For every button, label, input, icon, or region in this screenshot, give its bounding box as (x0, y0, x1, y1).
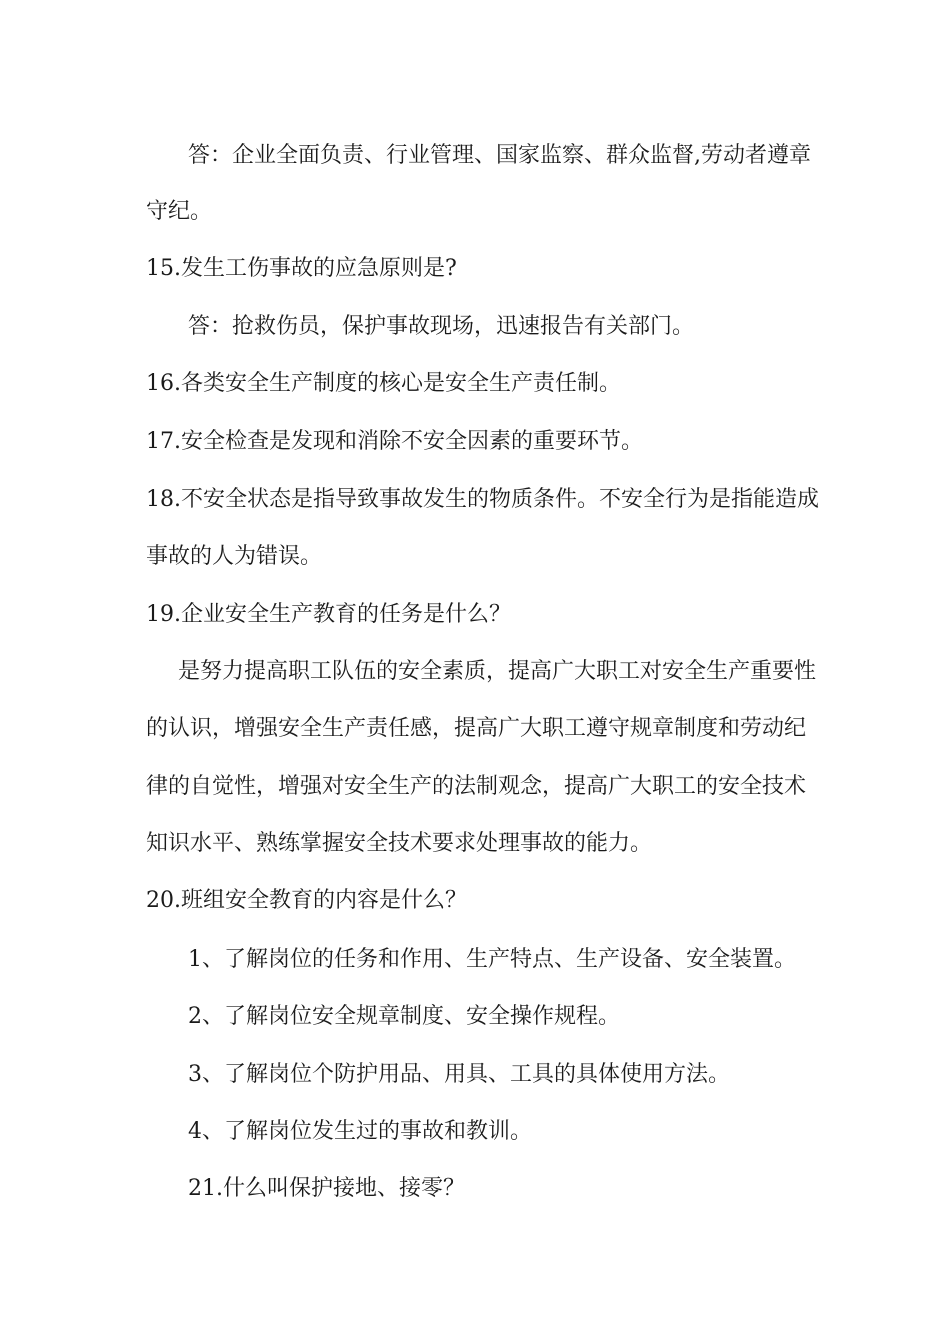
item-17: 17.安全检查是发现和消除不安全因素的重要环节。 (146, 429, 643, 454)
answer-20-item-2: 2、了解岗位安全规章制度、安全操作规程。 (188, 1004, 620, 1029)
answer-19-line-4: 知识水平、熟练掌握安全技术要求处理事故的能力。 (146, 831, 653, 856)
answer-19-line-1: 是努力提高职工队伍的安全素质，提高广大职工对安全生产重要性 (178, 659, 817, 684)
question-15: 15.发生工伤事故的应急原则是? (146, 256, 457, 281)
answer-20-item-4: 4、了解岗位发生过的事故和教训。 (188, 1119, 532, 1144)
question-19: 19.企业安全生产教育的任务是什么？ (146, 602, 511, 627)
answer-20-item-3: 3、了解岗位个防护用品、用具、工具的具体使用方法。 (188, 1062, 730, 1087)
item-18-line-1: 18.不安全状态是指导致事故发生的物质条件。不安全行为是指能造成 (146, 487, 819, 512)
answer-14-line-1: 答：企业全面负责、行业管理、国家监察、群众监督,劳动者遵章 (188, 143, 811, 168)
question-21: 21.什么叫保护接地、接零？ (188, 1176, 465, 1201)
question-20: 20.班组安全教育的内容是什么？ (146, 888, 467, 913)
answer-19-line-3: 律的自觉性，增强对安全生产的法制观念，提高广大职工的安全技术 (146, 774, 807, 799)
item-16: 16.各类安全生产制度的核心是安全生产责任制。 (146, 371, 621, 396)
answer-14-line-2: 守纪。 (146, 199, 213, 224)
answer-20-item-1: 1、了解岗位的任务和作用、生产特点、生产设备、安全装置。 (188, 947, 796, 972)
answer-15: 答：抢救伤员，保护事故现场，迅速报告有关部门。 (188, 314, 695, 339)
item-18-line-2: 事故的人为错误。 (146, 544, 323, 569)
answer-19-line-2: 的认识，增强安全生产责任感，提高广大职工遵守规章制度和劳动纪 (146, 716, 807, 741)
